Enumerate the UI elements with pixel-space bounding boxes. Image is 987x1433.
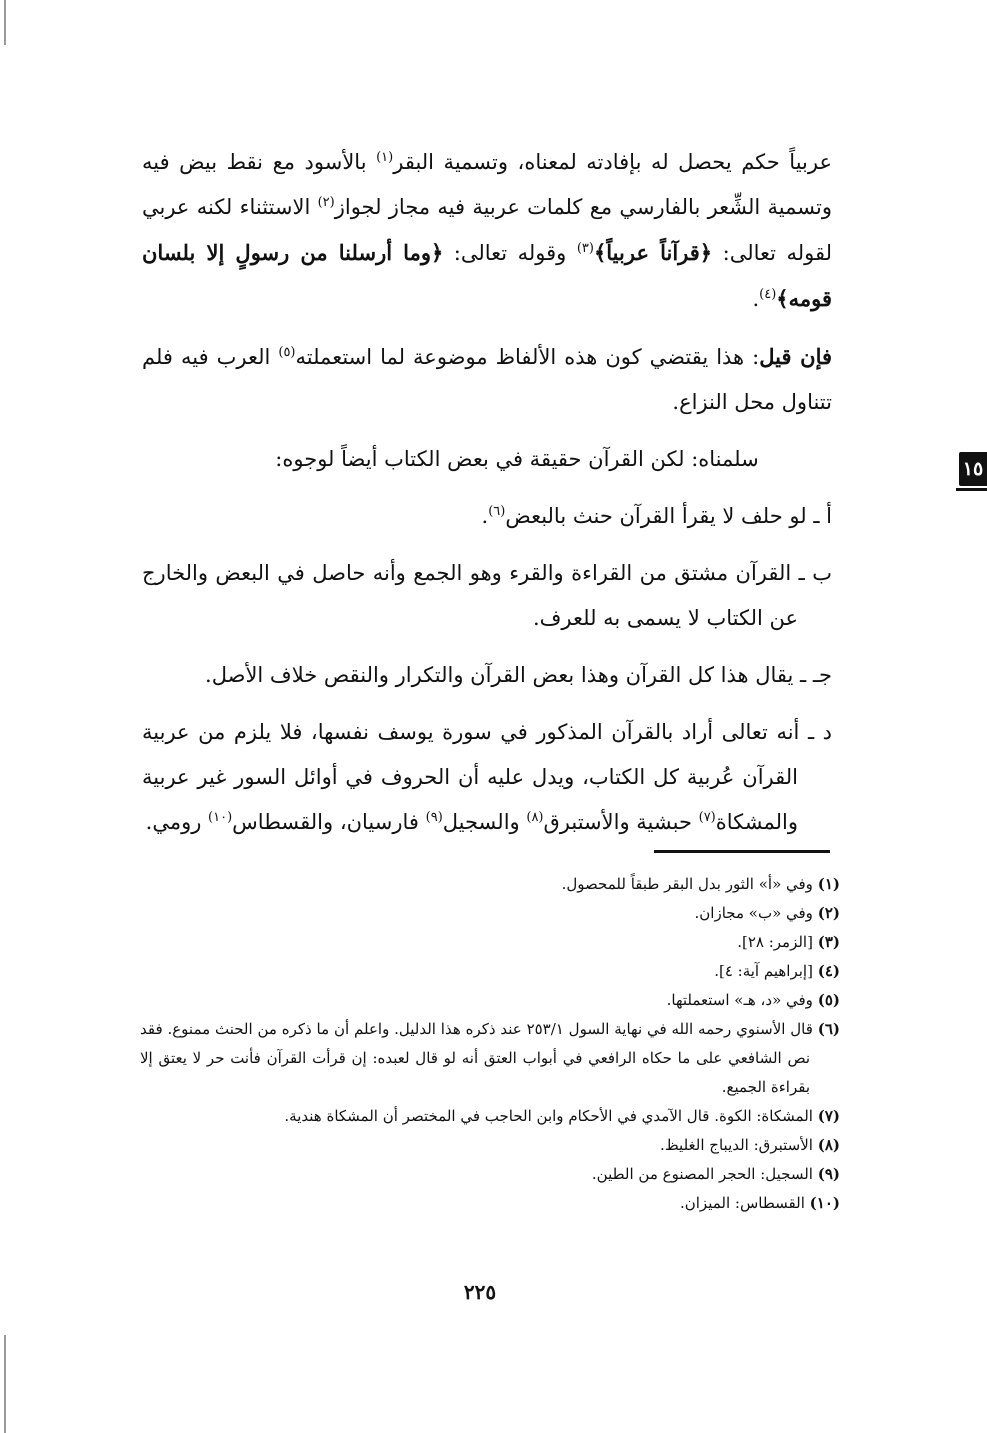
text-run: ب ـ القرآن مشتق من القراءة والقرء وهو الجمع وأنه حاصل في البعض والخارج عن الكتاب لا يسمى به للعرف. (142, 561, 832, 630)
footnote-ref: (٥) (278, 345, 296, 360)
footnote-ref: (٧) (698, 810, 716, 825)
footnote-number: (٧) (817, 1107, 840, 1125)
text-run: سلمناه: لكن القرآن حقيقة في بعض الكتاب أيضاً لوجوه: (275, 447, 759, 471)
bold-text: ﴿وما أرسلنا من رسولٍ إلا بلسان قومه﴾ (142, 240, 832, 311)
footnote-text: وفي «ب» مجازان. (694, 904, 813, 922)
text-run: د ـ أنه تعالى أراد بالقرآن المذكور في سورة يوسف نفسها، فلا يلزم من عربية القرآن عُربية كل الكتاب، ويدل عليه أن الحروف في أوائل السور غير عربية والمشكاة (142, 720, 832, 834)
footnote-ref: (١٠) (208, 810, 233, 825)
footnote-number: (٤) (817, 962, 840, 980)
scan-edge-top (4, 0, 6, 45)
text-run: : هذا يقتضي كون هذه الألفاظ موضوعة لما استعملته (295, 345, 760, 369)
footnote-divider (654, 850, 830, 853)
footnote-number: (٩) (817, 1165, 840, 1183)
text-run: . (752, 287, 760, 311)
footnote-item (140, 899, 840, 928)
footnote-number: (١) (817, 875, 840, 893)
bold-text: ﴿قرآناً عربياً﴾ (593, 240, 713, 265)
footnote-text: السجيل: الحجر المصنوع من الطين. (591, 1165, 813, 1183)
paragraph-p3 (142, 437, 832, 482)
footnote-text: [إبراهيم آية: ٤]. (714, 962, 813, 980)
footnote-number: (٥) (817, 991, 840, 1009)
footnote-number: (١٠) (809, 1194, 840, 1212)
paragraph-p6 (142, 653, 832, 698)
footnote-ref: (٦) (488, 504, 506, 519)
footnote-number: (٣) (817, 933, 840, 951)
text-run: رومي. (145, 810, 209, 834)
text-run: العرب فيه فلم تتناول محل النزاع. (142, 345, 832, 414)
footnote-text: قال الأسنوي رحمه الله في نهاية السول ٢٥٣/١ عند ذكره هذا الدليل. واعلم أن ما ذكره من الحنث ممنوع. فقد نص الشافعي على ما حكاه الرافعي في أبواب العتق أنه لو قال لعبده: إن قرأت القرآن فأنت حر لا يعتق إلا بقراءة الجميع. (140, 1020, 813, 1096)
footnote-ref: (١) (376, 150, 394, 165)
footnote-item (140, 1160, 840, 1189)
bold-text: فإن قيل (759, 344, 833, 369)
footnote-text: وفي «أ» الثور بدل البقر طبقاً للمحصول. (561, 875, 813, 893)
footnote-number: (٢) (817, 904, 840, 922)
footnote-item (140, 986, 840, 1015)
paragraph-p5 (142, 551, 832, 641)
text-run: أ ـ لو حلف لا يقرأ القرآن حنث بالبعض (505, 504, 832, 528)
footnote-ref: (٤) (759, 287, 777, 302)
text-run: بالأسود مع نقط بيض فيه وتسمية الشِّعر بالفارسي مع كلمات عربية فيه مجاز لجواز (142, 150, 832, 219)
text-run: حبشية والأستبرق (543, 810, 699, 834)
footnote-item (140, 1102, 840, 1131)
footnote-item (140, 1189, 840, 1218)
footnote-ref: (٩) (425, 810, 443, 825)
text-run: . (481, 504, 489, 528)
footnote-text: [الزمر: ٢٨]. (737, 933, 813, 951)
footnote-text: الأستبرق: الديباج الغليظ. (660, 1136, 813, 1154)
footnote-item (140, 1131, 840, 1160)
footnote-ref: (٣) (576, 241, 594, 256)
footnote-text: وفي «د، هـ» استعملتها. (666, 991, 813, 1009)
paragraph-p2 (142, 334, 832, 425)
footnote-text: المشكاة: الكوة. قال الآمدي في الأحكام وابن الحاجب في المختصر أن المشكاة هندية. (284, 1107, 813, 1125)
text-run: فارسيان، والقسطاس (232, 810, 426, 834)
footnote-item (140, 1015, 840, 1102)
text-run: الاستثناء لكنه عربي لقوله تعالى: (142, 195, 833, 265)
footnote-text: القسطاس: الميزان. (679, 1194, 805, 1212)
scan-edge-bottom (4, 1335, 6, 1433)
text-run: جـ ـ يقال هذا كل القرآن وهذا بعض القرآن والتكرار والنقص خلاف الأصل. (205, 663, 832, 687)
footnotes-list (140, 870, 840, 1218)
paragraph-p7 (142, 710, 832, 845)
footnote-ref: (٨) (526, 810, 544, 825)
section-thumb-tab: ١٥ (959, 452, 987, 486)
page-number: ٢٢٥ (463, 1280, 497, 1304)
main-text-body (142, 140, 832, 857)
footnote-number: (٨) (817, 1136, 840, 1154)
footnote-ref: (٢) (317, 195, 335, 210)
footnote-number: (٦) (817, 1020, 841, 1038)
footnote-item (140, 928, 840, 957)
text-run: عربياً حكم يحصل له بإفادته لمعناه، وتسمية البقر (393, 150, 832, 174)
text-run: والسجيل (442, 810, 527, 834)
footnote-item (140, 957, 840, 986)
paragraph-p1 (142, 140, 832, 322)
footnote-item (140, 870, 840, 899)
text-run: وقوله تعالى: (443, 241, 577, 265)
paragraph-p4 (142, 494, 832, 539)
